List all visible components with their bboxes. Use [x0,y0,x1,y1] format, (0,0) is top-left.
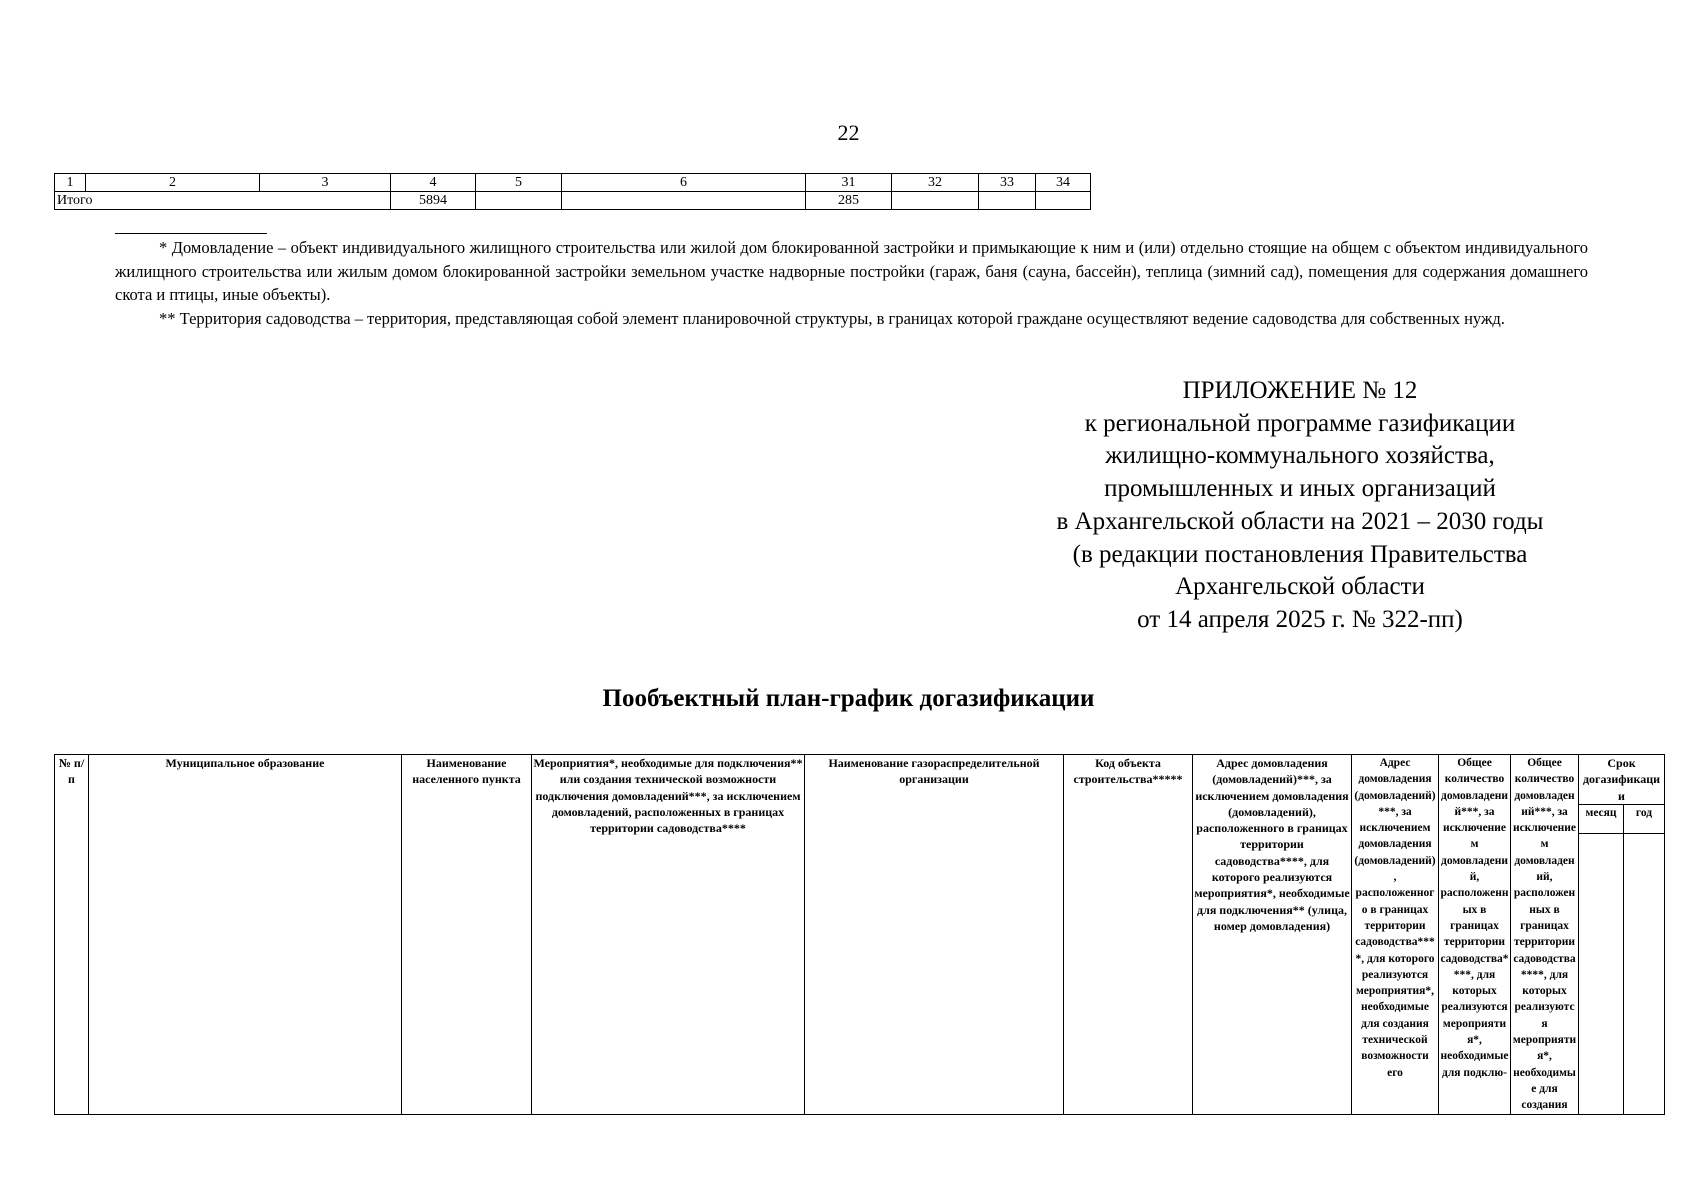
totals-col32 [892,192,979,210]
column-number: 32 [892,174,979,192]
column-number: 33 [979,174,1036,192]
totals-label: Итого [55,192,391,210]
plan-title: Пообъектный план-график догазификации [602,685,1095,712]
header-count-connect: Общее количество домовладений***, за исключением домовладений, расположенных в границах территории садоводства****, для которых реализуются мероприятия*, необходимые для подклю- [1439,755,1511,1115]
totals-table-header-row [55,174,1091,192]
totals-col31: 285 [806,192,892,210]
column-number: 1 [55,174,86,192]
totals-row [55,192,1091,210]
appendix-line: к региональной программе газификации [1084,409,1516,437]
totals-col4: 5894 [391,192,476,210]
totals-col5 [476,192,562,210]
column-number: 6 [562,174,806,192]
appendix-line: в Архангельской области на 2021 – 2030 годы [1056,507,1544,535]
appendix-line: ПРИЛОЖЕНИЕ № 12 [1182,377,1418,404]
appendix-line: от 14 апреля 2025 г. № 322-пп) [1137,605,1463,633]
header-num: № п/п [55,755,89,1115]
appendix-line: промышленных и иных организаций [1104,475,1496,503]
header-gas-org: Наименование газораспределительной организации [805,755,1064,1115]
appendix-line: жилищно-коммунального хозяйства, [1105,442,1495,470]
footnotes [115,236,1588,330]
column-number: 34 [1036,174,1091,192]
appendix-header [1000,375,1600,637]
totals-col34 [1036,192,1091,210]
header-object-code: Код объекта строительства***** [1064,755,1193,1115]
column-number: 4 [391,174,476,192]
plan-table-header-row [55,755,1665,805]
empty-cell [1624,833,1665,1114]
appendix-line: Архангельской области [1175,573,1425,601]
page-number: 22 [837,120,860,145]
header-count-create: Общее количество домовладений***, за исключением домовладений, расположенных в границах территории садоводства****, для которых реализуются мероприятия*, необходимые для создания [1511,755,1579,1115]
header-municipality: Муниципальное образование [89,755,402,1115]
column-number: 3 [260,174,391,192]
header-address-garden: Адрес домовладения (домовладений)***, за исключением домовладения (домовладений), расположенного в границах территории садоводства****, для которого реализуются мероприятия*, необходимые для создания технической возможности его [1352,755,1439,1115]
column-number: 2 [86,174,260,192]
totals-table [54,173,1091,210]
appendix-line: (в редакции постановления Правительства [1072,540,1528,568]
totals-col33 [979,192,1036,210]
column-number: 5 [476,174,562,192]
totals-col6 [562,192,806,210]
header-address-excl: Адрес домовладения (домовладений)***, за исключением домовладения (домовладений), расположенного в границах территории садоводства****, для которого реализуются мероприятия*, необходимые для подключения** (улица, номер домовладения) [1193,755,1352,1115]
footnote: ** Территория садоводства – территория, представляющая собой элемент планировочной структуры, в границах которой граждане осуществляют ведение садоводства для собственных нужд. [159,308,1505,328]
empty-cell [1579,833,1624,1114]
header-measures: Мероприятия*, необходимые для подключения** или создания технической возможности подключения домовладений***, за исключением домовладений, расположенных в границах территории садоводства**** [532,755,805,1115]
footnote-separator [115,233,267,234]
footnote: * Домовладение – объект индивидуального жилищного строительства или жилой дом блокированной застройки и примыкающие к ним и (или) отдельно стоящие на общем с объектом индивидуального жилищного строительства или жилым домом блокированной застройки земельном участке надворные постройки (гараж, баня (сауна, бассейн), теплица (зимний сад), помещения для содержания домашнего скота и птицы, иные объекты). [115,238,1588,304]
header-deadline: Срок догазификации [1579,755,1665,805]
column-number: 31 [806,174,892,192]
plan-table [54,754,1665,1115]
header-month: месяц [1579,804,1624,833]
header-year: год [1624,804,1665,833]
header-settlement: Наименование населенного пункта [402,755,532,1115]
